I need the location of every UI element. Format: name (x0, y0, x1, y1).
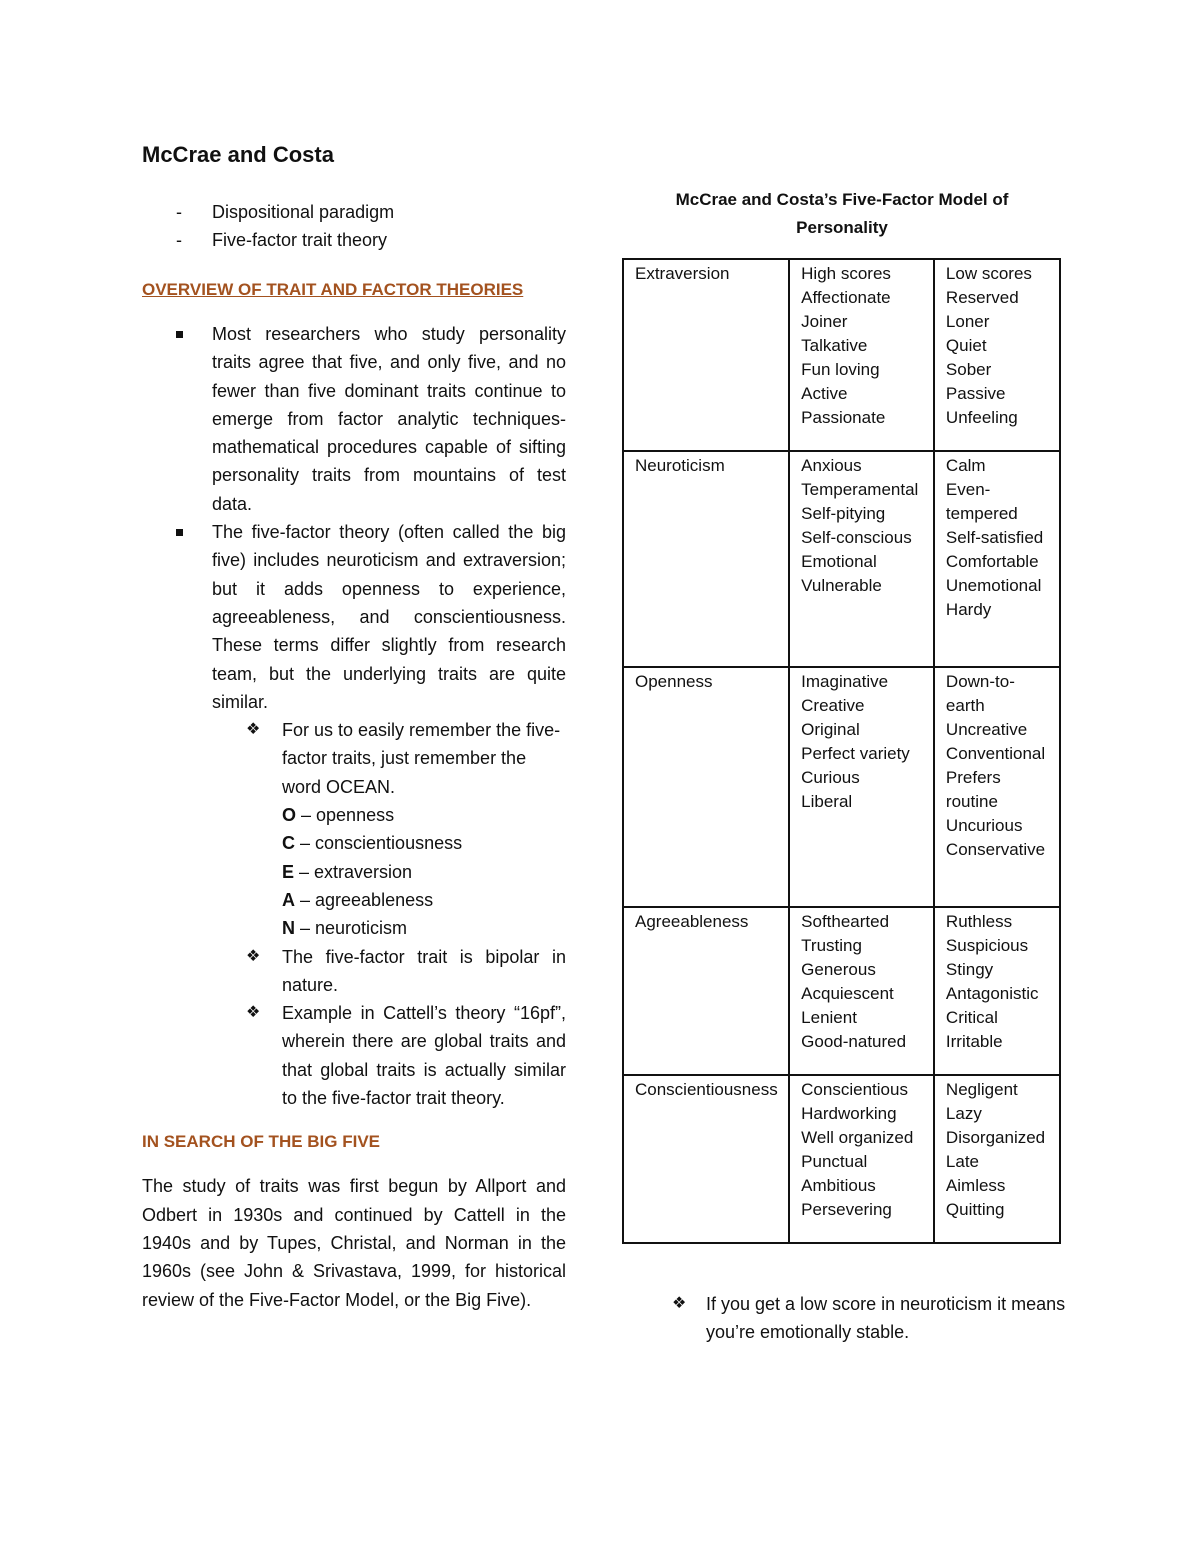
diamond-bullet-icon: ❖ (246, 721, 261, 739)
high-trait: Temperamental (801, 480, 919, 499)
low-trait: Critical (945, 1008, 998, 1027)
ocean-word: – openness (296, 805, 395, 826)
low-scores-cell (934, 667, 1060, 907)
high-trait: Liberal (801, 792, 853, 811)
high-trait: Vulnerable (801, 576, 882, 595)
low-trait: Disorganized (945, 1128, 1046, 1147)
ocean-line (282, 890, 433, 910)
dash-marker: - (176, 202, 182, 222)
low-trait: Calm (945, 456, 986, 475)
high-trait: Self-conscious (801, 528, 912, 547)
high-scores-cell (789, 907, 934, 1075)
low-trait: Aimless (945, 1176, 1006, 1195)
high-trait: Good-natured (801, 1032, 907, 1051)
right-column (622, 186, 1062, 1244)
high-trait: Well organized (801, 1128, 914, 1147)
low-trait: Stingy (945, 960, 994, 979)
low-trait: Low scores (945, 264, 1032, 283)
body-paragraph: The study of traits was first begun by Allport and Odbert in 1930s and continued by Cattell in the 1940s and by Tupes, Christal, and Norman in the 1960s (see John & Srivastava, 1999, for historical review of the Five-Factor Model, or the Big Five). (142, 1176, 566, 1310)
ocean-word: – conscientiousness (295, 833, 463, 854)
dash-item (142, 198, 566, 226)
diamond-bullet-icon: ❖ (246, 1004, 261, 1022)
low-trait: Sober (945, 360, 992, 379)
high-trait: Lenient (801, 1008, 857, 1027)
low-trait: Even-tempered (945, 480, 1018, 523)
high-trait: Original (801, 720, 860, 739)
table-title (622, 186, 1062, 242)
high-trait: Talkative (801, 336, 868, 355)
high-trait: Curious (801, 768, 860, 787)
high-scores-cell (789, 667, 934, 907)
ocean-line (282, 862, 412, 882)
ocean-line (282, 833, 462, 853)
note-bullet (672, 1290, 1096, 1347)
low-trait: Antagonistic (945, 984, 1039, 1003)
low-trait: Uncurious (945, 816, 1023, 835)
sub-bullet-list (212, 716, 566, 1112)
table-row (623, 451, 1060, 667)
low-trait: Unfeeling (945, 408, 1018, 427)
bullet-list (142, 320, 566, 1112)
page-title: McCrae and Costa (142, 142, 334, 167)
factor-name: Conscientiousness (635, 1080, 778, 1099)
ocean-word: – neuroticism (295, 918, 408, 939)
high-trait: Trusting (801, 936, 862, 955)
factor-name: Openness (635, 672, 713, 691)
square-bullet-icon (176, 529, 183, 536)
table-row (623, 1075, 1060, 1243)
high-trait: Self-pitying (801, 504, 886, 523)
factor-name: Neuroticism (635, 456, 725, 475)
low-trait: Conservative (945, 840, 1046, 859)
table-row (623, 907, 1060, 1075)
ocean-word: – agreeableness (295, 889, 434, 910)
sub-bullet-item (142, 999, 566, 1112)
high-trait: Punctual (801, 1152, 868, 1171)
note-text: If you get a low score in neuroticism it means you’re emotionally stable. (706, 1294, 1066, 1343)
diamond-bullet-icon: ❖ (246, 947, 261, 965)
high-trait: Conscientious (801, 1080, 908, 1099)
high-trait: Joiner (801, 312, 848, 331)
low-trait: Irritable (945, 1032, 1003, 1051)
low-trait: Lazy (945, 1104, 982, 1123)
high-trait: High scores (801, 264, 891, 283)
low-scores-cell (934, 1075, 1060, 1243)
high-trait: Affectionate (801, 288, 891, 307)
bullet-item (142, 320, 566, 518)
high-trait: Emotional (801, 552, 877, 571)
table-title-line: Personality (796, 218, 888, 237)
factor-name: Extraversion (635, 264, 730, 283)
table-row (623, 667, 1060, 907)
table-row (623, 259, 1060, 451)
high-trait: Acquiescent (801, 984, 894, 1003)
low-trait: Ruthless (945, 912, 1013, 931)
low-trait: Suspicious (945, 936, 1029, 955)
high-scores-cell (789, 259, 934, 451)
low-trait: Prefers routine (945, 768, 1001, 811)
factor-cell (623, 1075, 789, 1243)
dash-marker: - (176, 230, 182, 250)
low-trait: Quiet (945, 336, 987, 355)
dash-item-text: Dispositional paradigm (212, 202, 395, 222)
ocean-letter: E (282, 861, 295, 882)
ocean-word: – extraversion (294, 861, 413, 882)
high-trait: Passionate (801, 408, 886, 427)
low-trait: Reserved (945, 288, 1019, 307)
low-scores-cell (934, 259, 1060, 451)
low-trait: Comfortable (945, 552, 1039, 571)
dash-item (142, 226, 566, 254)
low-scores-cell (934, 907, 1060, 1075)
low-trait: Passive (945, 384, 1006, 403)
low-trait: Down-to-earth (945, 672, 1015, 715)
sub-bullet-text: The five-factor trait is bipolar in nature. (282, 946, 566, 995)
low-trait: Unemotional (945, 576, 1042, 595)
bullet-item (142, 518, 566, 1112)
low-trait: Conventional (945, 744, 1046, 763)
table-body (623, 259, 1060, 1243)
low-trait: Uncreative (945, 720, 1028, 739)
high-scores-cell (789, 451, 934, 667)
high-scores-cell (789, 1075, 934, 1243)
left-column (142, 142, 566, 1314)
high-trait: Persevering (801, 1200, 892, 1219)
ocean-letter: C (282, 833, 295, 854)
section-heading-big-five: IN SEARCH OF THE BIG FIVE (142, 1132, 381, 1152)
dash-list (142, 198, 566, 254)
factor-cell (623, 667, 789, 907)
low-trait: Late (945, 1152, 980, 1171)
low-trait: Loner (945, 312, 990, 331)
bullet-text: The five-factor theory (often called the big five) includes neuroticism and extraversion; but it adds openness to experience, agreeableness, and conscientiousness. These terms differ slightly from research team, but the underlying traits are quite similar. (212, 522, 566, 712)
high-trait: Perfect variety (801, 744, 910, 763)
ocean-letter: N (282, 918, 295, 939)
low-trait: Hardy (945, 600, 992, 619)
high-trait: Softhearted (801, 912, 890, 931)
five-factor-table (622, 258, 1061, 1244)
diamond-bullet-icon: ❖ (672, 1295, 687, 1312)
sub-bullet-item (142, 716, 566, 942)
ocean-line (282, 805, 394, 825)
section-heading-overview: OVERVIEW OF TRAIT AND FACTOR THEORIES (142, 280, 524, 299)
square-bullet-icon (176, 331, 183, 338)
factor-cell (623, 451, 789, 667)
high-trait: Anxious (801, 456, 862, 475)
high-trait: Ambitious (801, 1176, 876, 1195)
high-trait: Creative (801, 696, 865, 715)
low-trait: Self-satisfied (945, 528, 1044, 547)
sub-bullet-text: Example in Cattell’s theory “16pf”, wherein there are global traits and that global traits is actually similar to the five-factor trait theory. (282, 1003, 566, 1109)
high-trait: Generous (801, 960, 876, 979)
high-trait: Fun loving (801, 360, 880, 379)
high-trait: Active (801, 384, 848, 403)
high-trait: Imaginative (801, 672, 889, 691)
ocean-letter: O (282, 805, 297, 826)
sub-bullet-text: For us to easily remember the five-factor traits, just remember the word OCEAN. (282, 720, 561, 797)
factor-cell (623, 907, 789, 1075)
low-trait: Negligent (945, 1080, 1018, 1099)
factor-name: Agreeableness (635, 912, 749, 931)
ocean-letter: A (282, 889, 295, 910)
factor-cell (623, 259, 789, 451)
dash-item-text: Five-factor trait theory (212, 230, 388, 250)
table-title-line: McCrae and Costa’s Five-Factor Model of (675, 190, 1009, 209)
low-trait: Quitting (945, 1200, 1005, 1219)
high-trait: Hardworking (801, 1104, 897, 1123)
bullet-text: Most researchers who study personality traits agree that five, and only five, and no fewer than five dominant traits continue to emerge from factor analytic techniques-mathematical procedures capable of sifting personality traits from mountains of test data. (212, 324, 566, 514)
ocean-line (282, 918, 407, 938)
low-scores-cell (934, 451, 1060, 667)
sub-bullet-item (142, 943, 566, 1000)
